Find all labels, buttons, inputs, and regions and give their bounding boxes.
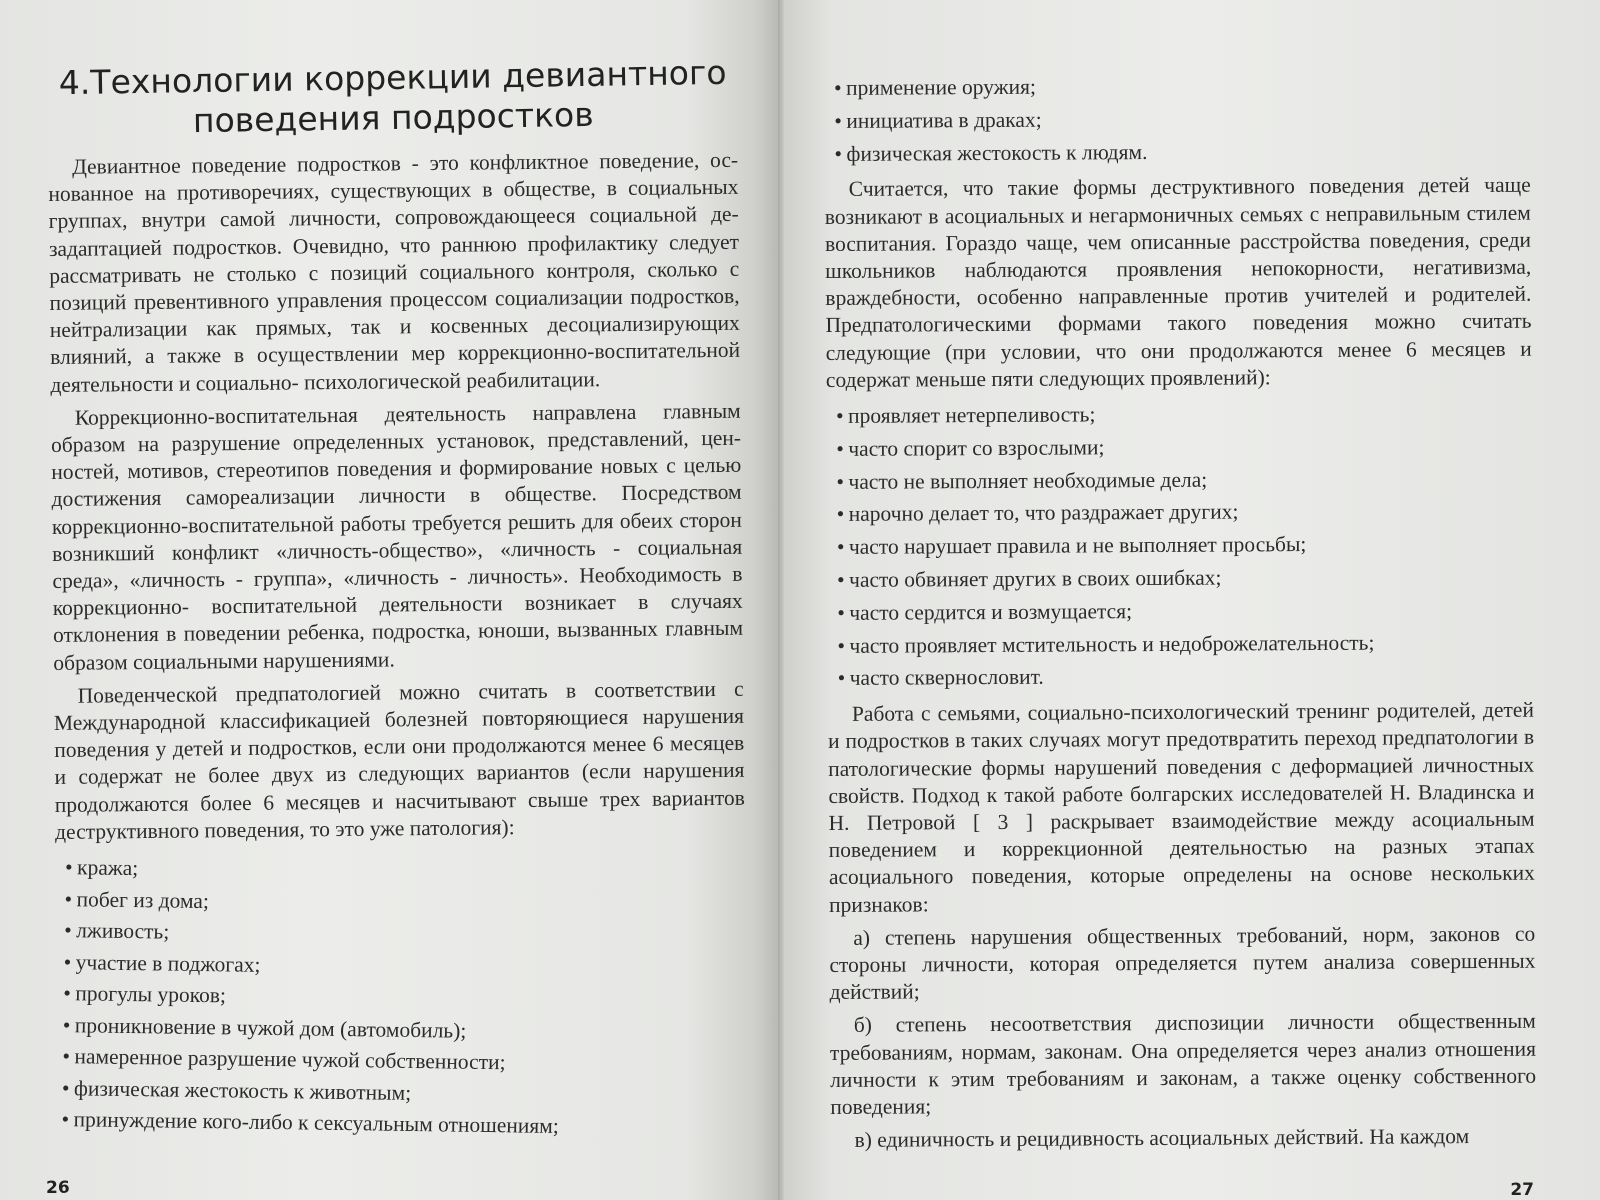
page-number-right: 27 [1510, 1180, 1534, 1200]
chapter-title-line-1: 4.Технологии коррекции девиантного [58, 52, 727, 103]
bullet-list [826, 396, 1534, 695]
right-body-text [824, 68, 1537, 1155]
bullet-list [824, 68, 1531, 171]
right-page [784, 0, 1600, 1200]
list-item: • инициатива в драках; [836, 100, 1530, 137]
list-item: • часто проявляет мстительность и недоброжелательность; [839, 625, 1533, 662]
paragraph: Поведенческой предпатологией можно считать в соответствии с Международной классификацией болезней повторяющиеся нарушения поведения у детей и подростков, если они продолжаются менее 6 месяцев и содержат не более двух из следующих вариантов (если нарушения продолжаются более 6 месяцев и насчитывают свыше трех вариантов деструктивного поведения, то это уже патология): [53, 676, 745, 844]
bullet-list [51, 852, 745, 1145]
list-item: • нарочно делает то, что раздражает других; [839, 494, 1533, 531]
list-item: • часто спорит со взрослыми; [838, 428, 1532, 465]
left-page [0, 0, 778, 1200]
paragraph: а) степень нарушения общественных требований, норм, законов со стороны личности, которая определяется путем анализа совершенных действий; [829, 921, 1536, 1005]
paragraph: Коррекционно-воспитательная деятельность направлена главным образом на разрушение определенных установок, представлений, ценностей, мотивов, стереотипов поведения и формирование новых с целью достижения самореализации личности в обществе. Посредством коррекционно-воспитательной работы требуется решить для обеих сторон возникший конфликт «личность-общество», «личность - социальная среда», «личность - группа», «личность - личность». Необходимость в коррекционно- воспитательной деятельности возникает в случаях отклонения в поведении ребенка, подростка, юноши, вызванных главным образом социальными нарушениями. [50, 398, 744, 675]
list-item: • физическая жестокость к людям. [836, 133, 1530, 170]
list-item: • проявляет нетерпеливость; [838, 396, 1532, 433]
paragraph: в) единичность и рецидивность асоциальных действий. На каждом [854, 1124, 1470, 1153]
page-number-left: 26 [46, 1178, 70, 1198]
list-item: • применение оружия; [836, 68, 1530, 105]
list-item: • физическая жестокость к животным; [64, 1073, 742, 1114]
list-item: • побег из дома; [66, 884, 744, 925]
paragraph: Работа с семьями, социально-психологический тренинг родителей, детей и подростков в таких случаях могут предотвратить переход предпатологии в патологические формы нарушений поведения с деформацией личностных свойств. Подход к такой работе болгарских исследователей Н. Владинска и Н. Петровой [ 3 ] раскрывает взаимодействие между асоциальным поведением и коррекционной деятельностью на разных этапах асоциального поведения, которые определены на основе нескольких признаков: [828, 697, 1535, 917]
list-item: • принуждение кого-либо к сексуальным отношениям; [63, 1104, 741, 1145]
list-item: • участие в поджогах; [66, 947, 744, 988]
chapter-title-line-2: поведения подростков [192, 94, 594, 141]
list-item: • часто сквернословит. [840, 658, 1534, 695]
list-item: • часто сердится и возмущается; [839, 592, 1533, 629]
list-item: • часто не выполняет необходимые дела; [838, 461, 1532, 498]
list-item: • часто обвиняет других в своих ошибках; [839, 560, 1533, 597]
list-item: • кража; [67, 852, 745, 893]
left-body-text [48, 147, 748, 1139]
list-item: • прогулы уроков; [65, 978, 743, 1019]
list-item: • часто нарушает правила и не выполняет просьбы; [839, 527, 1533, 564]
paragraph: Девиантное поведение подростков - это конфликтное поведение, основанное на противоречиях, существующих в обществе, в социальных группах, внутри самой личности, сопровождающееся социальной дезадаптацией подростков. Очевидно, что раннюю профилактику следует рассматривать не столько с позиций социального контроля, сколько с позиций превентивного управления процессом социализации подростков, нейтрализации как прямых, так и косвенных десоциализирующих влияний, а также в осуществлении мер коррекционно-воспитательной деятельности и социально- психологической реабилитации. [48, 147, 741, 397]
paragraph: Считается, что такие формы деструктивного поведения детей чаще возникают в асоциальных и негармоничных семьях с неправильным стилем воспитания. Гораздо чаще, чем описанные расстройства поведения, среди школьников наблюдаются проявления непокорности, негативизма, враждебности, особенно направленные против учителей и родителей. Предпатологическими формами такого поведения можно считать следующие (при условии, что они продолжаются менее 6 месяцев и содержат меньше пяти следующих проявлений): [824, 173, 1532, 392]
paragraph: б) степень несоответствия диспозиции личности общественным требованиям, нормам, законам. Она определяется через анализ отношения личности к этим требованиям и законам, а также оценку собственного поведения; [829, 1009, 1537, 1120]
list-item: • лживость; [66, 915, 744, 956]
list-item: • намеренное разрушение чужой собственности; [64, 1041, 742, 1082]
chapter-title [47, 53, 738, 144]
list-item: • проникновение в чужой дом (автомобиль); [65, 1010, 743, 1051]
